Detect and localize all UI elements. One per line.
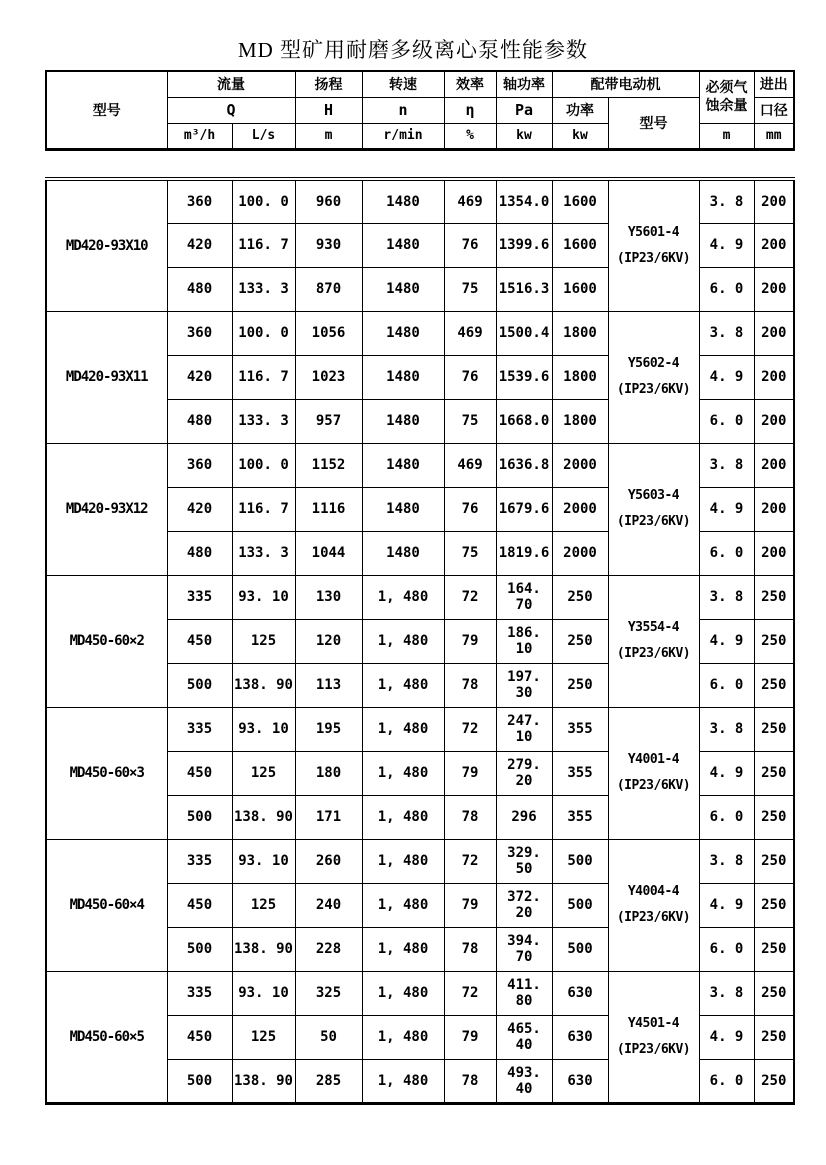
- flow-m3h-cell: 480: [167, 267, 232, 311]
- speed-cell: 1, 480: [362, 883, 444, 927]
- head-unit: m: [295, 123, 362, 149]
- shaft-power-cell: 1819.6: [496, 531, 552, 575]
- speed-cell: 1480: [362, 443, 444, 487]
- flow-m3h-cell: 335: [167, 971, 232, 1015]
- diameter-cell: 200: [754, 179, 794, 223]
- motor-power-unit: kw: [552, 123, 608, 149]
- flow-m3h-cell: 450: [167, 1015, 232, 1059]
- motor-power-cell: 2000: [552, 443, 608, 487]
- speed-cell: 1, 480: [362, 927, 444, 971]
- table-row: [46, 179, 794, 223]
- efficiency-cell: 469: [444, 311, 496, 355]
- head-cell: 957: [295, 399, 362, 443]
- speed-unit: r/min: [362, 123, 444, 149]
- speed-cell: 1480: [362, 179, 444, 223]
- efficiency-cell: 78: [444, 927, 496, 971]
- page-title: MD 型矿用耐磨多级离心泵性能参数: [237, 38, 589, 62]
- diameter-cell: 200: [754, 531, 794, 575]
- diameter-cell: 200: [754, 443, 794, 487]
- head-cell: 113: [295, 663, 362, 707]
- npsh-cell: 3. 8: [699, 179, 754, 223]
- motor-power-cell: 250: [552, 663, 608, 707]
- pump-model-cell: MD450-60×2: [46, 575, 167, 707]
- efficiency-unit: %: [444, 123, 496, 149]
- motor-model-line2: (IP23/6KV): [616, 910, 691, 925]
- flow-m3h-cell: 420: [167, 223, 232, 267]
- flow-ls-cell: 93. 10: [232, 971, 295, 1015]
- head-cell: 260: [295, 839, 362, 883]
- npsh-cell: 6. 0: [699, 399, 754, 443]
- pump-model-cell: MD450-60×3: [46, 707, 167, 839]
- npsh-cell: 6. 0: [699, 927, 754, 971]
- shaft-power-cell: 329. 50: [496, 839, 552, 883]
- shaft-power-cell: 493. 40: [496, 1059, 552, 1103]
- shaft-power-cell: 1516.3: [496, 267, 552, 311]
- npsh-header-line2: 蚀余量: [705, 98, 748, 115]
- head-cell: 171: [295, 795, 362, 839]
- pump-model-cell: MD420-93X10: [46, 179, 167, 311]
- shaft-power-cell: 279. 20: [496, 751, 552, 795]
- efficiency-symbol: η: [444, 97, 496, 123]
- motor-model-cell: [608, 443, 699, 575]
- flow-ls-cell: 138. 90: [232, 927, 295, 971]
- flow-m3h-cell: 360: [167, 311, 232, 355]
- speed-cell: 1, 480: [362, 1059, 444, 1103]
- motor-model-line2: (IP23/6KV): [616, 778, 691, 793]
- speed-cell: 1480: [362, 311, 444, 355]
- flow-ls-cell: 133. 3: [232, 399, 295, 443]
- motor-power-cell: 355: [552, 751, 608, 795]
- diameter-cell: 200: [754, 355, 794, 399]
- flow-m3h-cell: 420: [167, 355, 232, 399]
- diameter-cell: 250: [754, 927, 794, 971]
- motor-power-cell: 250: [552, 575, 608, 619]
- efficiency-cell: 75: [444, 531, 496, 575]
- motor-power-cell: 1600: [552, 179, 608, 223]
- motor-power-header: 功率: [552, 97, 608, 123]
- motor-power-cell: 1800: [552, 399, 608, 443]
- motor-model-line2: (IP23/6KV): [616, 382, 691, 397]
- npsh-cell: 4. 9: [699, 223, 754, 267]
- pump-model-cell: MD420-93X11: [46, 311, 167, 443]
- npsh-cell: 4. 9: [699, 751, 754, 795]
- head-cell: 960: [295, 179, 362, 223]
- table-row: [46, 443, 794, 487]
- pump-model-cell: MD420-93X12: [46, 443, 167, 575]
- head-cell: 120: [295, 619, 362, 663]
- npsh-cell: 6. 0: [699, 795, 754, 839]
- flow-ls-cell: 138. 90: [232, 1059, 295, 1103]
- flow-m3h-cell: 360: [167, 179, 232, 223]
- motor-model-line2: (IP23/6KV): [616, 646, 691, 661]
- efficiency-cell: 469: [444, 443, 496, 487]
- diameter-unit: mm: [754, 123, 794, 149]
- head-cell: 1044: [295, 531, 362, 575]
- diameter-cell: 250: [754, 663, 794, 707]
- diameter-cell: 250: [754, 575, 794, 619]
- shaft-power-cell: 1399.6: [496, 223, 552, 267]
- col-header-speed: 转速: [362, 71, 444, 97]
- efficiency-cell: 75: [444, 267, 496, 311]
- motor-power-cell: 630: [552, 1015, 608, 1059]
- motor-power-cell: 630: [552, 971, 608, 1015]
- col-header-efficiency: 效率: [444, 71, 496, 97]
- motor-power-cell: 355: [552, 707, 608, 751]
- flow-symbol: Q: [167, 97, 295, 123]
- speed-cell: 1480: [362, 487, 444, 531]
- flow-ls-cell: 133. 3: [232, 531, 295, 575]
- head-symbol: H: [295, 97, 362, 123]
- motor-power-cell: 1600: [552, 223, 608, 267]
- motor-model-cell: [608, 707, 699, 839]
- speed-cell: 1, 480: [362, 663, 444, 707]
- speed-cell: 1, 480: [362, 707, 444, 751]
- col-header-model: 型号: [46, 71, 167, 149]
- motor-model-cell: [608, 179, 699, 311]
- speed-cell: 1, 480: [362, 1015, 444, 1059]
- motor-power-cell: 500: [552, 927, 608, 971]
- efficiency-cell: 79: [444, 883, 496, 927]
- flow-m3h-cell: 450: [167, 619, 232, 663]
- head-cell: 285: [295, 1059, 362, 1103]
- shaft-power-unit: kw: [496, 123, 552, 149]
- shaft-power-cell: 394. 70: [496, 927, 552, 971]
- diameter-cell: 250: [754, 1059, 794, 1103]
- speed-symbol: n: [362, 97, 444, 123]
- flow-m3h-cell: 450: [167, 751, 232, 795]
- flow-m3h-cell: 450: [167, 883, 232, 927]
- npsh-cell: 4. 9: [699, 1015, 754, 1059]
- shaft-power-cell: 1668.0: [496, 399, 552, 443]
- motor-power-cell: 2000: [552, 487, 608, 531]
- pump-group: [46, 839, 794, 971]
- motor-power-cell: 500: [552, 839, 608, 883]
- flow-ls-cell: 116. 7: [232, 355, 295, 399]
- efficiency-cell: 72: [444, 839, 496, 883]
- flow-m3h-cell: 500: [167, 927, 232, 971]
- shaft-power-symbol: Pa: [496, 97, 552, 123]
- col-header-shaft-power: 轴功率: [496, 71, 552, 97]
- npsh-cell: 4. 9: [699, 619, 754, 663]
- diameter-cell: 200: [754, 311, 794, 355]
- pump-model-cell: MD450-60×5: [46, 971, 167, 1103]
- shaft-power-cell: 372. 20: [496, 883, 552, 927]
- flow-unit-m3h: m³/h: [167, 123, 232, 149]
- efficiency-cell: 79: [444, 751, 496, 795]
- head-cell: 1056: [295, 311, 362, 355]
- flow-ls-cell: 93. 10: [232, 839, 295, 883]
- pump-group: [46, 179, 794, 311]
- flow-m3h-cell: 335: [167, 575, 232, 619]
- npsh-cell: 3. 8: [699, 311, 754, 355]
- shaft-power-cell: 164. 70: [496, 575, 552, 619]
- flow-ls-cell: 125: [232, 619, 295, 663]
- head-cell: 870: [295, 267, 362, 311]
- efficiency-cell: 469: [444, 179, 496, 223]
- motor-power-cell: 1600: [552, 267, 608, 311]
- flow-m3h-cell: 335: [167, 707, 232, 751]
- head-cell: 1023: [295, 355, 362, 399]
- speed-cell: 1480: [362, 355, 444, 399]
- motor-model-cell: [608, 839, 699, 971]
- flow-m3h-cell: 480: [167, 531, 232, 575]
- motor-model-cell: [608, 311, 699, 443]
- efficiency-cell: 72: [444, 707, 496, 751]
- pump-group: [46, 707, 794, 839]
- efficiency-cell: 79: [444, 1015, 496, 1059]
- diameter-cell: 250: [754, 971, 794, 1015]
- flow-ls-cell: 93. 10: [232, 575, 295, 619]
- npsh-unit: m: [699, 123, 754, 149]
- shaft-power-cell: 1500.4: [496, 311, 552, 355]
- shaft-power-cell: 296: [496, 795, 552, 839]
- shaft-power-cell: 186. 10: [496, 619, 552, 663]
- motor-model-line1: Y3554-4: [627, 620, 680, 635]
- efficiency-cell: 78: [444, 1059, 496, 1103]
- pump-group: [46, 443, 794, 575]
- table-row: [46, 575, 794, 619]
- efficiency-cell: 78: [444, 795, 496, 839]
- efficiency-cell: 78: [444, 663, 496, 707]
- motor-model-line1: Y4501-4: [627, 1015, 680, 1031]
- flow-ls-cell: 116. 7: [232, 223, 295, 267]
- head-cell: 1152: [295, 443, 362, 487]
- head-cell: 180: [295, 751, 362, 795]
- diameter-cell: 200: [754, 267, 794, 311]
- flow-m3h-cell: 360: [167, 443, 232, 487]
- npsh-cell: 3. 8: [699, 971, 754, 1015]
- col-header-diameter-line2: 口径: [754, 97, 794, 123]
- flow-ls-cell: 93. 10: [232, 707, 295, 751]
- motor-model-line2: (IP23/6KV): [616, 250, 691, 266]
- head-cell: 1116: [295, 487, 362, 531]
- diameter-cell: 250: [754, 839, 794, 883]
- shaft-power-cell: 411. 80: [496, 971, 552, 1015]
- motor-model-header: 型号: [608, 97, 699, 149]
- pump-group: [46, 971, 794, 1103]
- flow-ls-cell: 125: [232, 751, 295, 795]
- flow-ls-cell: 125: [232, 883, 295, 927]
- diameter-cell: 200: [754, 487, 794, 531]
- flow-ls-cell: 116. 7: [232, 487, 295, 531]
- speed-cell: 1480: [362, 531, 444, 575]
- motor-power-cell: 1800: [552, 311, 608, 355]
- shaft-power-cell: 1636.8: [496, 443, 552, 487]
- efficiency-cell: 75: [444, 399, 496, 443]
- speed-cell: 1480: [362, 223, 444, 267]
- speed-cell: 1, 480: [362, 795, 444, 839]
- speed-cell: 1, 480: [362, 619, 444, 663]
- efficiency-cell: 76: [444, 223, 496, 267]
- speed-cell: 1, 480: [362, 971, 444, 1015]
- table-row: [46, 839, 794, 883]
- head-cell: 228: [295, 927, 362, 971]
- flow-m3h-cell: 420: [167, 487, 232, 531]
- motor-model-line1: Y4004-4: [627, 884, 680, 899]
- flow-ls-cell: 100. 0: [232, 179, 295, 223]
- motor-model-line2: (IP23/6KV): [616, 514, 691, 529]
- flow-m3h-cell: 500: [167, 795, 232, 839]
- motor-model-line2: (IP23/6KV): [616, 1041, 691, 1057]
- npsh-cell: 4. 9: [699, 883, 754, 927]
- motor-power-cell: 355: [552, 795, 608, 839]
- npsh-header-line1: 必须气: [705, 80, 748, 97]
- npsh-cell: 3. 8: [699, 443, 754, 487]
- speed-cell: 1, 480: [362, 751, 444, 795]
- motor-power-cell: 1800: [552, 355, 608, 399]
- col-header-head: 扬程: [295, 71, 362, 97]
- pump-group: [46, 311, 794, 443]
- npsh-cell: 4. 9: [699, 355, 754, 399]
- shaft-power-cell: 1539.6: [496, 355, 552, 399]
- shaft-power-cell: 1354.0: [496, 179, 552, 223]
- npsh-cell: 6. 0: [699, 663, 754, 707]
- flow-ls-cell: 138. 90: [232, 795, 295, 839]
- motor-power-cell: 630: [552, 1059, 608, 1103]
- pump-group: [46, 575, 794, 707]
- motor-model-cell: [608, 971, 699, 1103]
- head-cell: 195: [295, 707, 362, 751]
- head-cell: 325: [295, 971, 362, 1015]
- diameter-cell: 250: [754, 883, 794, 927]
- flow-ls-cell: 133. 3: [232, 267, 295, 311]
- npsh-cell: 3. 8: [699, 839, 754, 883]
- flow-unit-ls: L/s: [232, 123, 295, 149]
- diameter-cell: 250: [754, 795, 794, 839]
- speed-cell: 1, 480: [362, 839, 444, 883]
- npsh-cell: 3. 8: [699, 575, 754, 619]
- efficiency-cell: 72: [444, 575, 496, 619]
- efficiency-cell: 79: [444, 619, 496, 663]
- speed-cell: 1480: [362, 267, 444, 311]
- pump-model-cell: MD450-60×4: [46, 839, 167, 971]
- diameter-cell: 250: [754, 1015, 794, 1059]
- motor-model-cell: [608, 575, 699, 707]
- header-row-1: [46, 71, 794, 97]
- motor-model-line1: Y5602-4: [627, 356, 680, 371]
- flow-ls-cell: 125: [232, 1015, 295, 1059]
- flow-ls-cell: 138. 90: [232, 663, 295, 707]
- flow-ls-cell: 100. 0: [232, 311, 295, 355]
- table-row: [46, 707, 794, 751]
- motor-power-cell: 500: [552, 883, 608, 927]
- flow-m3h-cell: 500: [167, 1059, 232, 1103]
- motor-power-cell: 250: [552, 619, 608, 663]
- col-header-npsh: [699, 71, 754, 123]
- speed-cell: 1480: [362, 399, 444, 443]
- col-header-flow: 流量: [167, 71, 295, 97]
- col-header-diameter-line1: 进出: [754, 71, 794, 97]
- table-row: [46, 971, 794, 1015]
- flow-m3h-cell: 480: [167, 399, 232, 443]
- shaft-power-cell: 1679.6: [496, 487, 552, 531]
- head-cell: 240: [295, 883, 362, 927]
- head-cell: 930: [295, 223, 362, 267]
- flow-m3h-cell: 335: [167, 839, 232, 883]
- speed-cell: 1, 480: [362, 575, 444, 619]
- diameter-cell: 250: [754, 707, 794, 751]
- shaft-power-cell: 197. 30: [496, 663, 552, 707]
- motor-model-line1: Y5603-4: [627, 488, 680, 503]
- efficiency-cell: 76: [444, 355, 496, 399]
- head-cell: 130: [295, 575, 362, 619]
- npsh-cell: 6. 0: [699, 267, 754, 311]
- head-cell: 50: [295, 1015, 362, 1059]
- performance-table: [45, 177, 795, 1105]
- flow-m3h-cell: 500: [167, 663, 232, 707]
- shaft-power-cell: 465. 40: [496, 1015, 552, 1059]
- npsh-cell: 4. 9: [699, 487, 754, 531]
- npsh-cell: 6. 0: [699, 531, 754, 575]
- motor-model-line1: Y4001-4: [627, 752, 680, 767]
- npsh-cell: 3. 8: [699, 707, 754, 751]
- diameter-cell: 250: [754, 619, 794, 663]
- motor-model-line1: Y5601-4: [627, 224, 680, 240]
- motor-power-cell: 2000: [552, 531, 608, 575]
- shaft-power-cell: 247. 10: [496, 707, 552, 751]
- diameter-cell: 200: [754, 399, 794, 443]
- efficiency-cell: 76: [444, 487, 496, 531]
- flow-ls-cell: 100. 0: [232, 443, 295, 487]
- diameter-cell: 200: [754, 223, 794, 267]
- efficiency-cell: 72: [444, 971, 496, 1015]
- diameter-cell: 250: [754, 751, 794, 795]
- npsh-cell: 6. 0: [699, 1059, 754, 1103]
- header-table: [45, 70, 795, 151]
- table-row: [46, 311, 794, 355]
- col-header-motor: 配带电动机: [552, 71, 699, 97]
